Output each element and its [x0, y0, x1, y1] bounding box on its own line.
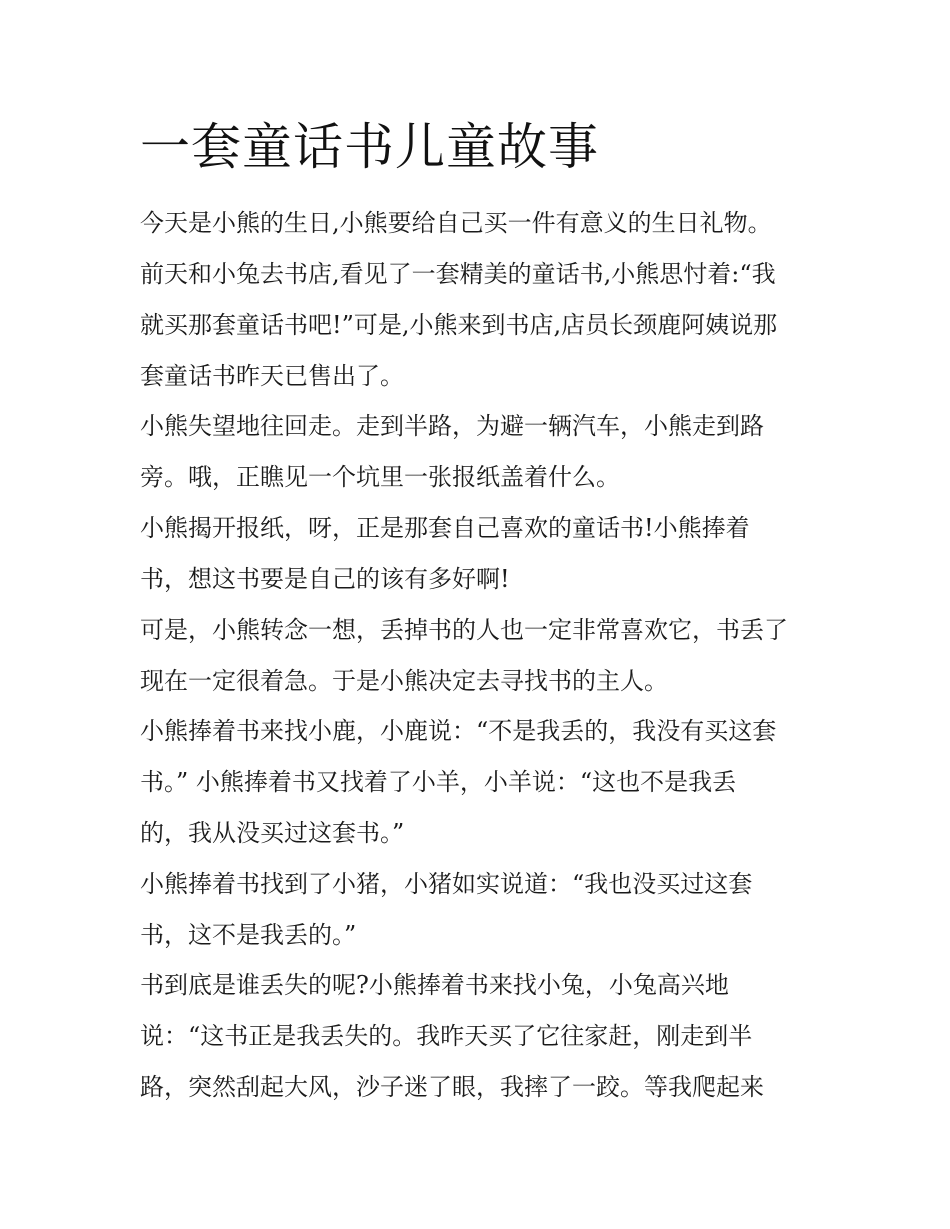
text-line: 书到底是谁丢失的呢?小熊捧着书来找小兔，小兔高兴地 [140, 971, 729, 999]
text-line: 书，这不是我丢的。” [140, 921, 357, 949]
text-line: 书，想这书要是自己的该有多好啊! [140, 565, 510, 593]
text-line: 现在一定很着急。于是小熊决定去寻找书的主人。 [140, 667, 668, 695]
text-line: 小熊捧着书找到了小猪，小猪如实说道：“我也没买过这套 [140, 870, 753, 898]
text-line: 小熊失望地往回走。走到半路，为避一辆汽车，小熊走到路 [140, 412, 764, 440]
text-line: 小熊揭开报纸，呀，正是那套自己喜欢的童话书!小熊捧着 [140, 514, 750, 542]
text-line: 书。” 小熊捧着书又找着了小羊，小羊说：“这也不是我丢 [140, 768, 737, 796]
text-line: 今天是小熊的生日,小熊要给自己买一件有意义的生日礼物。 [140, 209, 772, 237]
text-line: 小熊捧着书来找小鹿，小鹿说：“不是我丢的，我没有买这套 [140, 717, 777, 745]
text-line: 路，突然刮起大风，沙子迷了眼，我摔了一跤。等我爬起来 [140, 1073, 764, 1101]
text-line: 前天和小兔去书店,看见了一套精美的童话书,小熊思忖着:“我 [140, 260, 776, 288]
text-line: 可是，小熊转念一想，丢掉书的人也一定非常喜欢它，书丢了 [140, 616, 788, 644]
text-line: 说：“这书正是我丢失的。我昨天买了它往家赶，刚走到半 [140, 1022, 753, 1050]
text-line: 套童话书昨天已售出了。 [140, 362, 404, 390]
text-line: 旁。哦，正瞧见一个坑里一张报纸盖着什么。 [140, 463, 620, 491]
text-line: 的，我从没买过这套书。” [140, 819, 405, 847]
document-title: 一套童话书儿童故事 [140, 118, 599, 176]
text-line: 就买那套童话书吧!”可是,小熊来到书店,店员长颈鹿阿姨说那 [140, 311, 778, 339]
